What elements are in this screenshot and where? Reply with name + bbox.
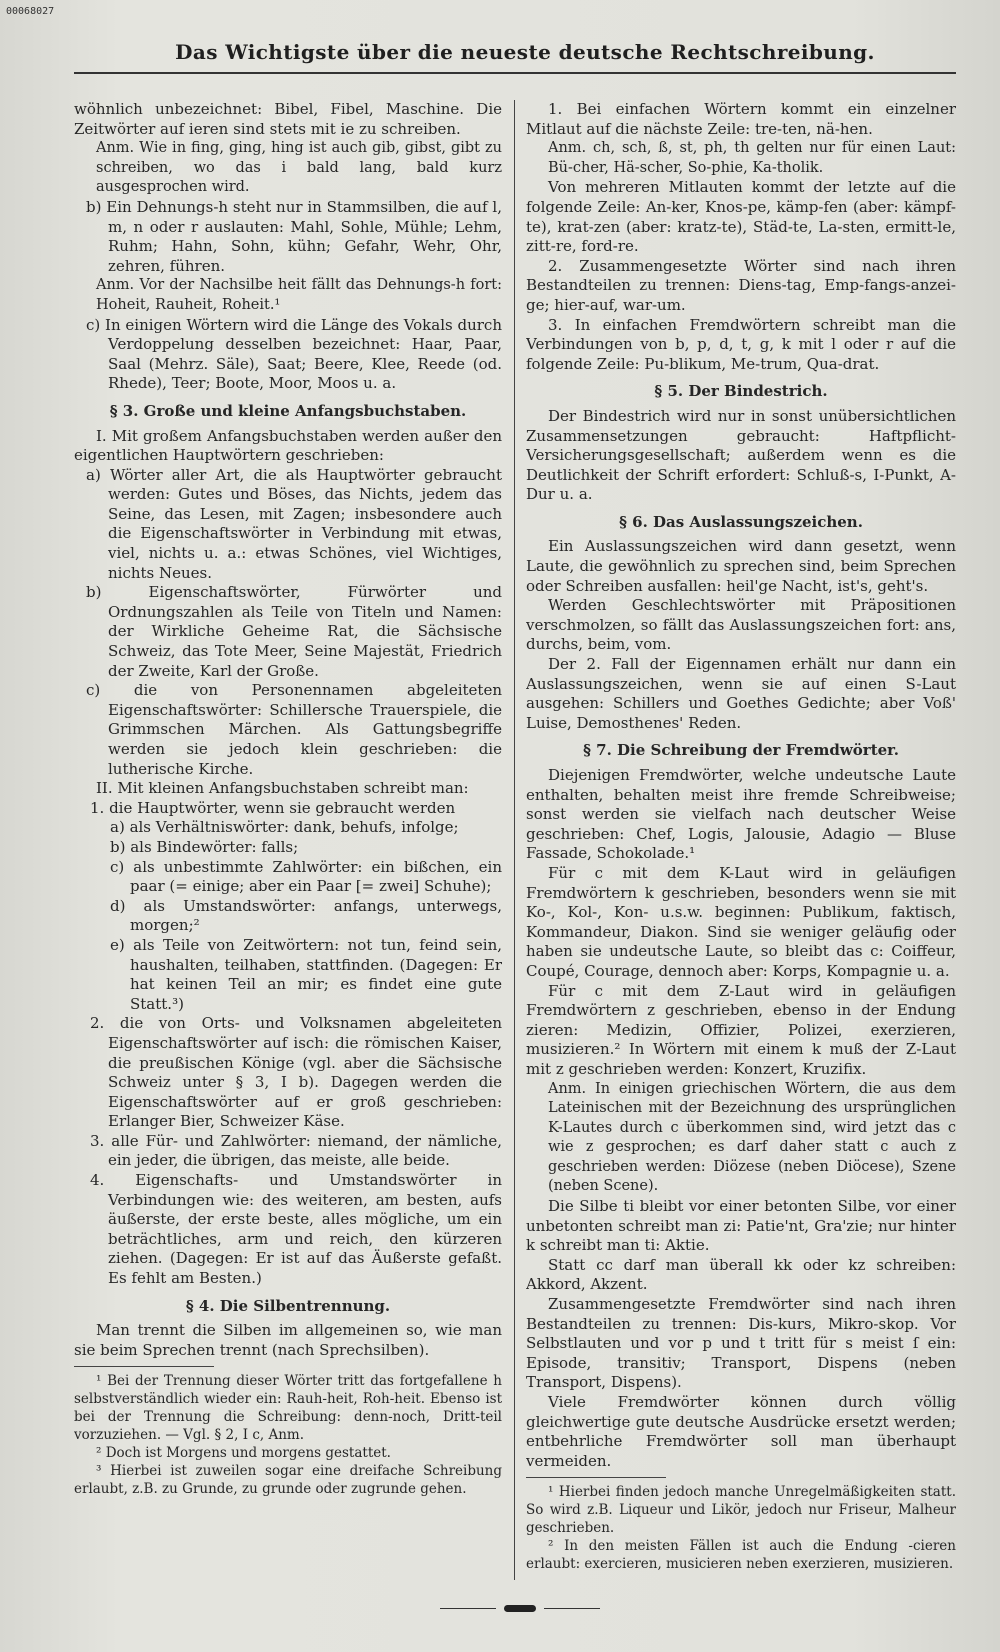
paragraph: Für c mit dem Z-Laut wird in geläufigen Fremdwörtern z geschrieben, ebenso in der Endung zieren: Medizin, Offizier, Polizei, exerzieren, musizieren.² In Wörtern mit einem k muß der Z-Laut mit z geschrieben werden: Konzert, Kruzifix.	[526, 981, 956, 1078]
footnote-rule	[74, 1366, 214, 1367]
paragraph: 1. Bei einfachen Wörtern kommt ein einzelner Mitlaut auf die nächste Zeile: tre-ten, nä-hen.	[526, 100, 956, 138]
left-column	[74, 100, 502, 1580]
paragraph: 2. Zusammengesetzte Wörter sind nach ihren Bestandteilen zu trennen: Diens-tag, Emp-fangs-anzei-ge; hier-auf, war-um.	[526, 256, 956, 314]
annotation: Anm. In einigen griechischen Wörtern, die aus dem Lateinischen mit der Bezeichnung des ursprünglichen K-Lautes durch c überkommen sind, wird jetzt das c wie z gesprochen; es darf daher statt c auch z geschrieben werden: Diözese (neben Diöcese), Szene (neben Scene).	[548, 1080, 956, 1195]
annotation: Anm. ch, sch, ß, st, ph, th gelten nur für einen Laut: Bü-cher, Hä-scher, So-phie, Ka-tholik.	[548, 140, 956, 176]
page-id: 00068027	[6, 6, 55, 17]
list-item: c) die von Personennamen abgeleiteten Eigenschaftswörter: Schillersche Trauerspiele, die Grimmschen Märchen. Als Gattungsbegriffe werden sie jedoch klein geschrieben: die lutherische Kirche.	[86, 681, 502, 778]
paragraph: Man trennt die Silben im allgemeinen so, wie man sie beim Sprechen trennt (nach Sprechsilben).	[74, 1321, 502, 1359]
annotation: Anm. Wie in fing, ging, hing ist auch gib, gibst, gibt zu schreiben, wo das i bald lang, bald kurz ausgesprochen wird.	[96, 140, 502, 196]
list-item: a) als Verhältniswörter: dank, behufs, infolge;	[110, 818, 459, 837]
paragraph: Der Bindestrich wird nur in sonst unübersichtlichen Zusammensetzungen gebraucht: Haftpflicht-Versicherungsgesellschaft; außerdem wenn es die Deutlichkeit der Schrift erfordert: Schluß-s, I-Punkt, A-Dur u. a.	[526, 406, 956, 504]
paragraph: Die Silbe ti bleibt vor einer betonten Silbe, vor einer unbetonten schreibt man zi: Patie'nt, Gra'zie; nur hinter k schreibt man ti: Aktie.	[526, 1197, 956, 1255]
list-item: e) als Teile von Zeitwörtern: not tun, feind sein, haushalten, teilhaben, stattfinden. (Dagegen: Er hat keinen Teil an mir; es findet eine gute Statt.³)	[110, 935, 502, 1013]
paragraph: I. Mit großem Anfangsbuchstaben werden außer den eigentlichen Hauptwörtern geschrieben:	[74, 426, 502, 465]
head-rule	[74, 72, 956, 74]
paragraph: Statt cc darf man überall kk oder kz schreiben: Akkord, Akzent.	[526, 1255, 956, 1294]
paragraph: II. Mit kleinen Anfangsbuchstaben schreibt man:	[96, 779, 469, 798]
list-item: b) Ein Dehnungs-h steht nur in Stammsilben, die auf l, m, n oder r auslauten: Mahl, Sohle, Mühle; Lehm, Ruhm; Hahn, Sohn, kühn; Gefahr, Wehr, Ohr, zehren, führen.	[86, 197, 502, 275]
section-heading: § 4. Die Silbentrennung.	[185, 1296, 391, 1315]
paragraph: Für c mit dem K-Laut wird in geläufigen Fremdwörtern k geschrieben, besonders wenn sie mit Ko-, Kol-, Kon- u.s.w. beginnen: Publikum, faktisch, Kommandeur, Diakon. Sind sie weniger geläufig oder haben sie undeutsche Laute, so bleibt das c: Coiffeur, Coupé, Courage, dennoch aber: Korps, Kompagnie u. a.	[526, 863, 956, 980]
list-item: a) Wörter aller Art, die als Hauptwörter gebraucht werden: Gutes und Böses, das Nichts, jedem das Seine, das Lesen, mit Zagen; insbesondere auch die Eigenschaftswörter in Verbindung mit etwas, viel, nichts u. a.: etwas Schönes, viel Wichtiges, nichts Neues.	[86, 465, 502, 582]
column-rule	[514, 100, 515, 1580]
footnote: ³ Hierbei ist zuweilen sogar eine dreifache Schreibung erlaubt, z.B. zu Grunde, zu grunde oder zugrunde gehen.	[74, 1463, 502, 1498]
paragraph: wöhnlich unbezeichnet: Bibel, Fibel, Maschine. Die Zeitwörter auf ieren sind stets mit ie zu schreiben.	[74, 100, 502, 138]
paragraph: Der 2. Fall der Eigennamen erhält nur dann ein Auslassungszeichen, wenn sie auf einen S-Laut ausgehen: Schillers und Goethes Gedichte; aber Voß' Luise, Demosthenes' Reden.	[526, 655, 956, 732]
footnote: ¹ Bei der Trennung dieser Wörter tritt das fortgefallene h selbstverständlich wieder ein: Rauh-heit, Roh-heit. Ebenso ist bei der Trennung die Schreibung: denn-noch, Dritt-teil vorzuziehen. — Vgl. § 2, I c, Anm.	[74, 1373, 502, 1444]
list-item: b) Eigenschaftswörter, Fürwörter und Ordnungszahlen als Teile von Titeln und Namen: der Wirkliche Geheime Rat, die Sächsische Schweiz, das Tote Meer, Seine Majestät, Friedrich der Zweite, Karl der Große.	[86, 583, 502, 680]
section-heading: § 6. Das Auslassungszeichen.	[619, 512, 863, 531]
annotation: Anm. Vor der Nachsilbe heit fällt das Dehnungs-h fort: Hoheit, Rauheit, Roheit.¹	[96, 277, 502, 313]
paragraph: 3. In einfachen Fremdwörtern schreibt man die Verbindungen von b, p, d, t, g, k mit l oder r auf die folgende Zeile: Pu-blikum, Me-trum, Qua-drat.	[526, 315, 956, 373]
paragraph: Von mehreren Mitlauten kommt der letzte auf die folgende Zeile: An-ker, Knos-pe, kämp-fen (aber: kämpf-te), krat-zen (aber: kratz-te), Städ-te, La-sten, ermitt-le, zitt-re, ford-re.	[526, 178, 956, 256]
section-heading: § 5. Der Bindestrich.	[654, 382, 828, 401]
bottom-ornament	[440, 1604, 600, 1614]
list-item: d) als Umstandswörter: anfangs, unterwegs, morgen;²	[110, 896, 502, 935]
footnote: ¹ Hierbei finden jedoch manche Unregelmäßigkeiten statt. So wird z.B. Liqueur und Likör, jedoch nur Friseur, Malheur geschrieben.	[526, 1484, 956, 1537]
list-item: c) als unbestimmte Zahlwörter: ein bißchen, ein paar (= einige; aber ein Paar [= zwei] Schuhe);	[110, 857, 502, 896]
section-heading: § 3. Große und kleine Anfangsbuchstaben.	[109, 401, 467, 420]
list-item: c) In einigen Wörtern wird die Länge des Vokals durch Verdoppelung desselben bezeichnet: Haar, Paar, Saal (Mehrz. Säle), Saat; Beere, Klee, Reede (od. Rhede), Teer; Boote, Moor, Moos u. a.	[86, 315, 502, 393]
running-head: Das Wichtigste über die neueste deutsche Rechtschreibung.	[175, 40, 875, 64]
paragraph: Werden Geschlechtswörter mit Präpositionen verschmolzen, so fällt das Auslassungszeichen fort: ans, durchs, beim, vom.	[526, 596, 956, 654]
paragraph: Diejenigen Fremdwörter, welche undeutsche Laute enthalten, behalten meist ihre fremde Schreibweise; sonst werden sie vielfach nach deutscher Weise geschrieben: Chef, Logis, Jalousie, Adagio — Bluse Fassade, Schokolade.¹	[526, 766, 956, 863]
right-column	[526, 100, 956, 1580]
list-item: 2. die von Orts- und Volksnamen abgeleiteten Eigenschaftswörter auf isch: die römischen Kaiser, die preußischen Könige (vgl. aber die Sächsische Schweiz unter § 3, I b). Dagegen werden die Eigenschaftswörter auf er groß geschrieben: Erlanger Bier, Schweizer Käse.	[90, 1014, 502, 1131]
list-item: 4. Eigenschafts- und Umstandswörter in Verbindungen wie: des weiteren, am besten, aufs äußerste, der erste beste, alles mögliche, um ein beträchtliches, arm und reich, den kürzeren ziehen. (Dagegen: Er ist auf das Äußerste gefaßt. Es fehlt am Besten.)	[90, 1171, 502, 1288]
list-item: 1. die Hauptwörter, wenn sie gebraucht werden	[90, 798, 456, 817]
footnote-rule	[526, 1477, 666, 1478]
paragraph: Ein Auslassungszeichen wird dann gesetzt, wenn Laute, die gewöhnlich zu sprechen sind, beim Sprechen oder Schreiben ausfallen: heil'ge Nacht, ist's, geht's.	[526, 537, 956, 595]
paragraph: Viele Fremdwörter können durch völlig gleichwertige gute deutsche Ausdrücke ersetzt werden; entbehrliche Fremdwörter soll man überhaupt vermeiden.	[526, 1393, 956, 1470]
section-heading: § 7. Die Schreibung der Fremdwörter.	[583, 741, 899, 760]
footnote: ² In den meisten Fällen ist auch die Endung -cieren erlaubt: exercieren, musicieren neben exerzieren, musizieren.	[526, 1538, 956, 1573]
list-item: 3. alle Für- und Zahlwörter: niemand, der nämliche, ein jeder, die übrigen, das meiste, alle beide.	[90, 1131, 502, 1170]
footnote: ² Doch ist Morgens und morgens gestattet.	[96, 1445, 391, 1462]
paragraph: Zusammengesetzte Fremdwörter sind nach ihren Bestandteilen zu trennen: Dis-kurs, Mikro-skop. Vor Selbstlauten und vor p und t tritt für s meist ſ ein: Episode, transitiv; Transport, Dispens (neben Transport, Dispens).	[526, 1295, 956, 1392]
list-item: b) als Bindewörter: falls;	[110, 837, 299, 856]
